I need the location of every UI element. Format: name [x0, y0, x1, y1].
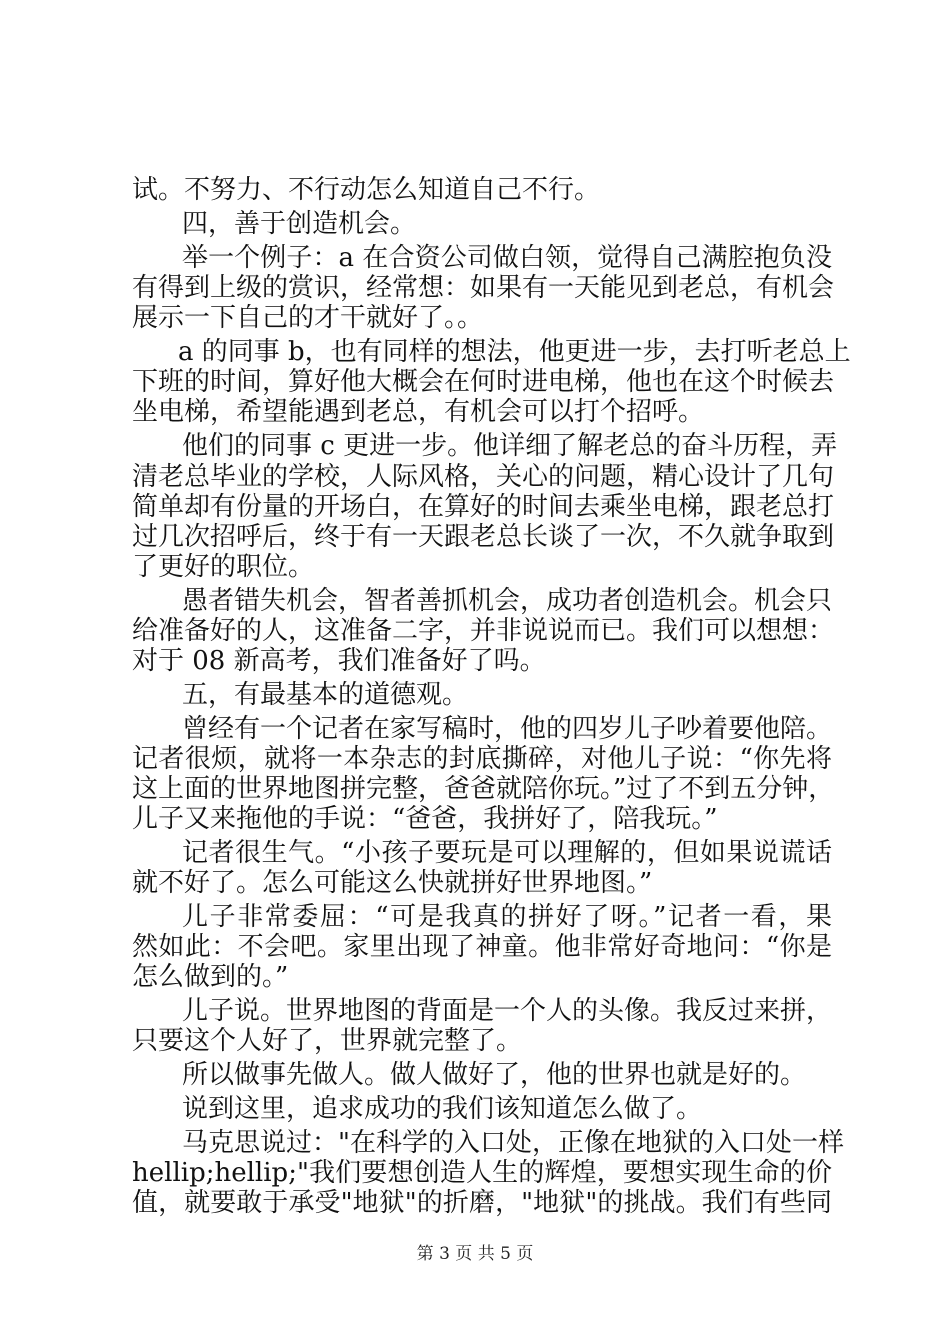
text-line: hellip;hellip;"我们要想创造人生的辉煌，要想实现生命的价 — [132, 1158, 832, 1188]
text-line: 给准备好的人，这准备二字，并非说说而已。我们可以想想： — [132, 616, 835, 646]
text-line: 儿子非常委屈：“可是我真的拼好了呀。”记者一看，果 — [182, 902, 832, 932]
text-line: 这上面的世界地图拼完整，爸爸就陪你玩。”过了不到五分钟， — [132, 774, 835, 804]
text-line: 所以做事先做人。做人做好了，他的世界也就是好的。 — [182, 1060, 807, 1090]
page-number-footer: 第 3 页 共 5 页 — [416, 1244, 534, 1264]
text-line: 了更好的职位。 — [132, 552, 315, 582]
text-line: 说到这里，追求成功的我们该知道怎么做了。 — [182, 1094, 703, 1124]
text-line: 过几次招呼后，终于有一天跟老总长谈了一次，不久就争取到 — [132, 522, 835, 552]
text-line: 就不好了。怎么可能这么快就拼好世界地图。” — [132, 868, 653, 898]
text-line: 记者很生气。“小孩子要玩是可以理解的，但如果说谎话 — [182, 838, 832, 868]
text-line: 怎么做到的。” — [132, 962, 289, 992]
section-heading-5: 五，有最基本的道德观。 — [182, 680, 469, 710]
text-line: 马克思说过："在科学的入口处，正像在地狱的入口处一样 — [182, 1128, 844, 1158]
text-line: 他们的同事 c 更进一步。他详细了解老总的奋斗历程，弄 — [182, 431, 838, 461]
text-line: 下班的时间，算好他大概会在何时进电梯，他也在这个时候去 — [132, 367, 835, 397]
text-line: 曾经有一个记者在家写稿时，他的四岁儿子吵着要他陪。 — [182, 714, 833, 744]
text-line: 对于 08 新高考，我们准备好了吗。 — [132, 646, 546, 676]
text-line: 简单却有份量的开场白，在算好的时间去乘坐电梯，跟老总打 — [132, 492, 835, 522]
text-line: 儿子说。世界地图的背面是一个人的头像。我反过来拼， — [182, 996, 833, 1026]
text-line: 值，就要敢于承受"地狱"的折磨，"地狱"的挑战。我们有些同 — [132, 1188, 832, 1218]
text-line: 儿子又来拖他的手说：“爸爸，我拼好了，陪我玩。” — [132, 804, 718, 834]
text-line: 只要这个人好了，世界就完整了。 — [132, 1026, 523, 1056]
text-line: 然如此：不会吧。家里出现了神童。他非常好奇地问：“你是 — [132, 932, 832, 962]
section-heading-4: 四，善于创造机会。 — [182, 209, 417, 239]
text-line: 记者很烦，就将一本杂志的封底撕碎，对他儿子说：“你先将 — [132, 744, 832, 774]
text-line: 坐电梯，希望能遇到老总，有机会可以打个招呼。 — [132, 397, 705, 427]
text-line: a 的同事 b，也有同样的想法，他更进一步，去打听老总上 — [178, 337, 851, 367]
text-line: 试。不努力、不行动怎么知道自己不行。 — [132, 175, 601, 205]
text-line: 举一个例子：a 在合资公司做白领，觉得自己满腔抱负没 — [182, 243, 832, 273]
text-line: 清老总毕业的学校，人际风格，关心的问题，精心设计了几句 — [132, 462, 835, 492]
text-line: 展示一下自己的才干就好了。。 — [132, 303, 484, 333]
text-line: 有得到上级的赏识，经常想：如果有一天能见到老总，有机会 — [132, 273, 835, 303]
text-line: 愚者错失机会，智者善抓机会，成功者创造机会。机会只 — [182, 586, 833, 616]
